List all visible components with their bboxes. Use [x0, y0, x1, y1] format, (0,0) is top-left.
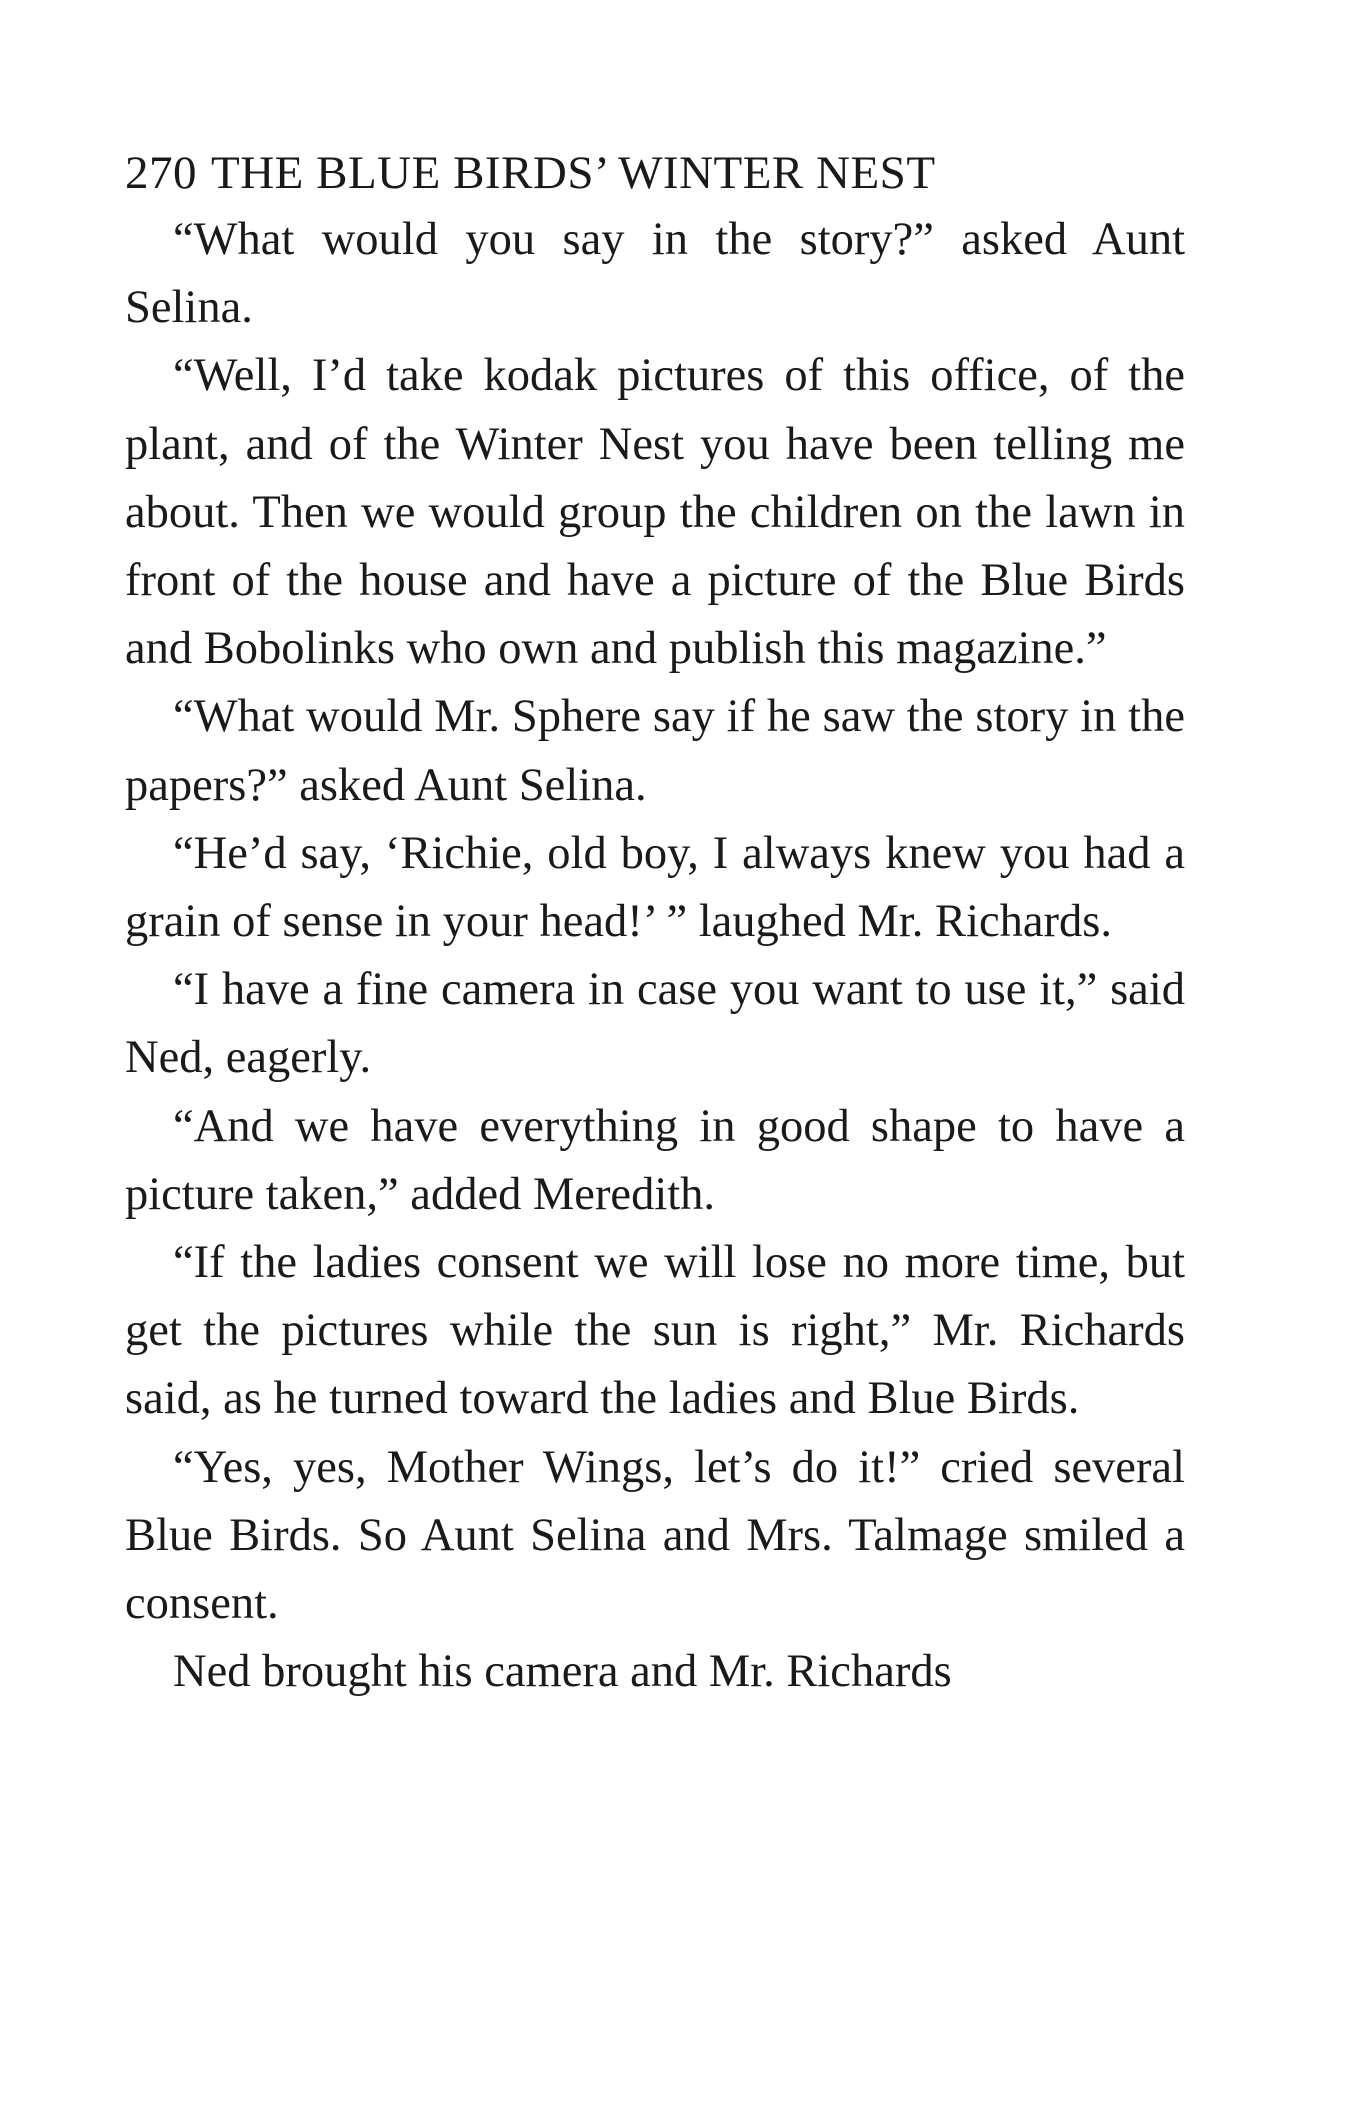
paragraph: “What would you say in the story?” asked Aunt Selina. — [125, 214, 1185, 334]
paragraph: “Yes, yes, Mother Wings, let’s do it!” cried several Blue Birds. So Aunt Selina and Mrs. Talmage smiled a consent. — [125, 1441, 1185, 1630]
paragraph: “He’d say, ‘Richie, old boy, I always knew you had a grain of sense in your head!’ ” laughed Mr. Richards. — [125, 827, 1185, 948]
paragraph: “What would Mr. Sphere say if he saw the story in the papers?” asked Aunt Selina. — [125, 691, 1185, 811]
paragraph: “I have a fine camera in case you want to use it,” said Ned, eagerly. — [125, 964, 1185, 1084]
paragraph: “And we have everything in good shape to have a picture taken,” added Meredith. — [125, 1100, 1185, 1220]
paragraph: Ned brought his camera and Mr. Richards — [173, 1646, 952, 1698]
running-header — [125, 140, 1185, 206]
book-page — [125, 140, 1185, 1706]
running-title: THE BLUE BIRDS’ WINTER NEST — [211, 147, 936, 199]
paragraph: “If the ladies consent we will lose no more time, but get the pictures while the sun is right,” Mr. Richards said, as he turned toward the ladies and Blue Birds. — [125, 1237, 1185, 1425]
page-number: 270 — [125, 147, 197, 199]
paragraph: “Well, I’d take kodak pictures of this office, of the plant, and of the Winter Nest you have been telling me about. Then we would group the children on the lawn in front of the house and have a picture of the Blue Birds and Bobolinks who own and publish this magazine.” — [125, 350, 1185, 675]
